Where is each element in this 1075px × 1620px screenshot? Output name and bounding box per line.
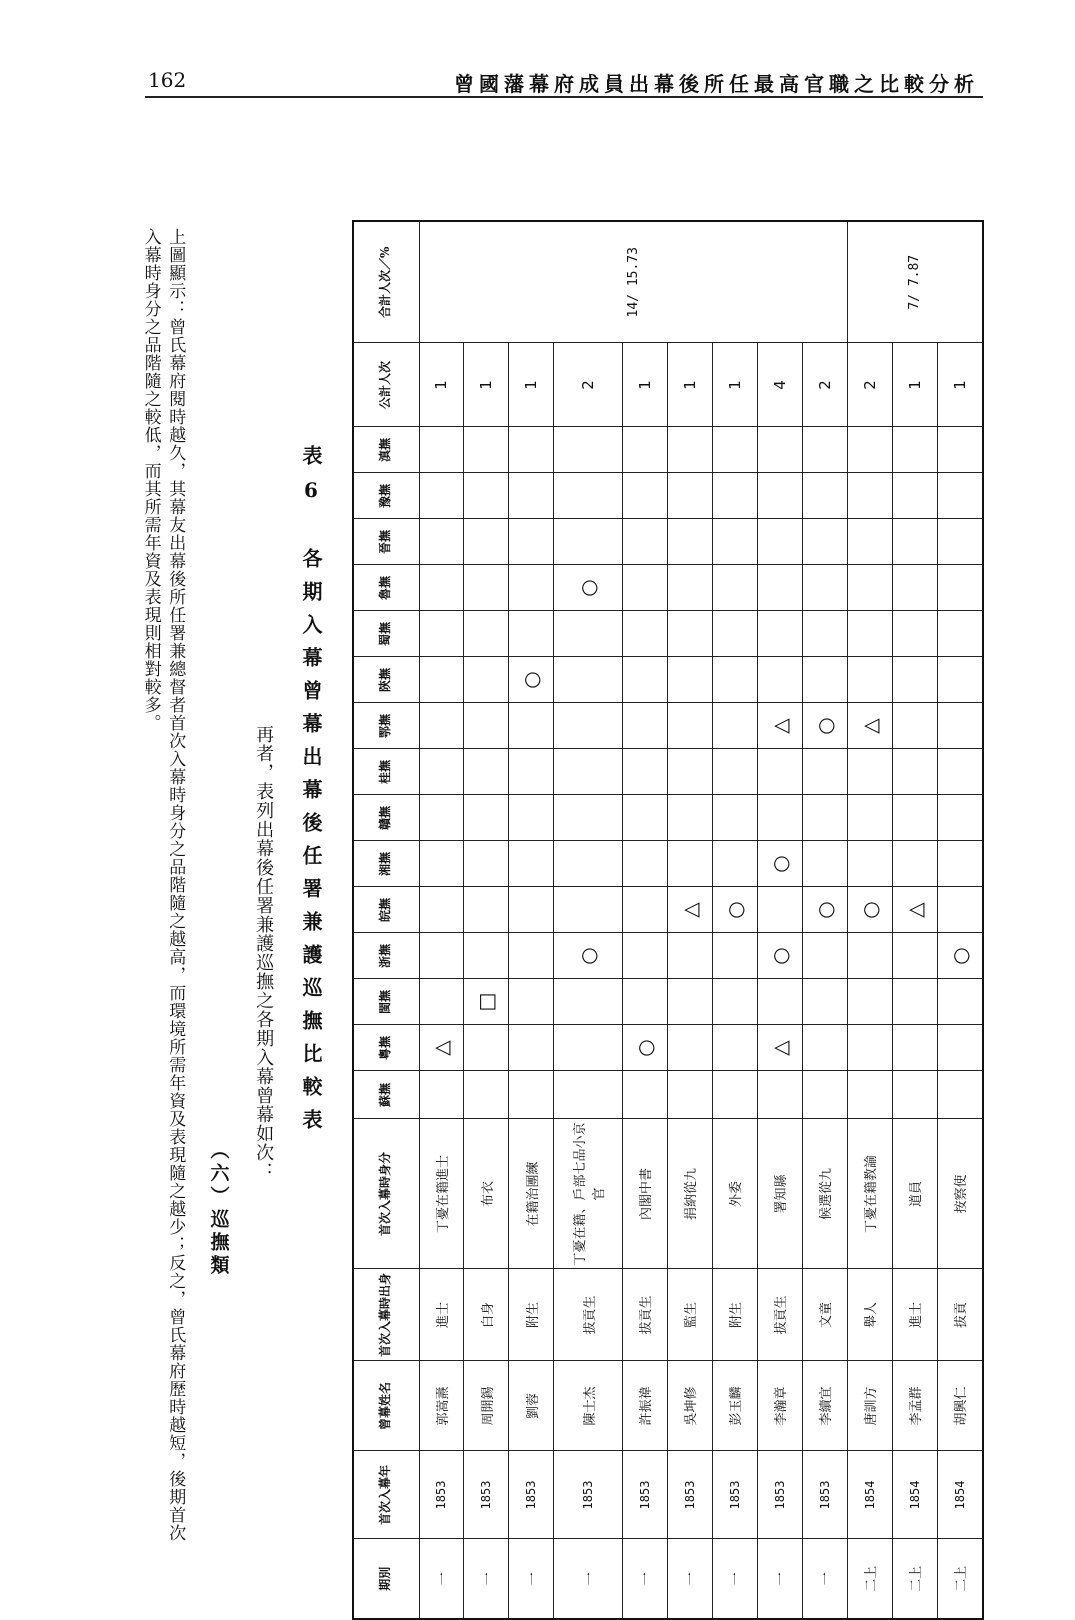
province-mark-cell bbox=[667, 519, 712, 565]
province-mark-cell bbox=[937, 795, 983, 841]
count-cell: 1 bbox=[937, 343, 983, 427]
name-cell: 郭嵩燾 bbox=[419, 1361, 464, 1451]
province-mark-cell: ○ bbox=[937, 933, 983, 979]
year-cell: 1853 bbox=[757, 1451, 802, 1539]
year-cell: 1853 bbox=[464, 1451, 509, 1539]
province-mark-cell bbox=[622, 427, 667, 473]
province-mark-cell bbox=[937, 841, 983, 887]
province-mark-cell bbox=[712, 1071, 757, 1119]
count-cell: 1 bbox=[464, 343, 509, 427]
table-header-row bbox=[353, 221, 419, 1619]
position-cell: 候選從九 bbox=[802, 1119, 847, 1269]
count-cell: 1 bbox=[419, 343, 464, 427]
province-mark-cell bbox=[937, 657, 983, 703]
province-mark-cell bbox=[712, 519, 757, 565]
province-mark-cell bbox=[892, 933, 937, 979]
province-mark-cell bbox=[712, 1025, 757, 1071]
province-mark-cell bbox=[892, 841, 937, 887]
province-mark-cell bbox=[419, 979, 464, 1025]
province-mark-cell bbox=[419, 657, 464, 703]
province-mark-cell: △ bbox=[892, 887, 937, 933]
count-cell: 4 bbox=[757, 343, 802, 427]
period-cell: 一 bbox=[622, 1539, 667, 1619]
table-row bbox=[622, 221, 667, 1619]
province-mark-cell bbox=[622, 1071, 667, 1119]
province-mark-cell bbox=[509, 565, 554, 611]
province-mark-cell bbox=[802, 933, 847, 979]
province-mark-cell: ○ bbox=[712, 887, 757, 933]
period-cell: 二上 bbox=[937, 1539, 983, 1619]
name-cell: 彭玉麟 bbox=[712, 1361, 757, 1451]
table-body bbox=[419, 221, 983, 1619]
origin-cell: 進士 bbox=[892, 1269, 937, 1361]
province-mark-cell bbox=[847, 565, 892, 611]
origin-cell: 拔貢生 bbox=[757, 1269, 802, 1361]
table-caption: 表6 各期入幕曾幕出幕後任署兼護巡撫比較表 bbox=[299, 445, 323, 1142]
province-mark-cell bbox=[847, 979, 892, 1025]
table-row bbox=[937, 221, 983, 1619]
province-mark-cell bbox=[757, 611, 802, 657]
header-province: 皖撫 bbox=[353, 887, 419, 933]
period-cell: 一 bbox=[667, 1539, 712, 1619]
province-mark-cell bbox=[892, 749, 937, 795]
period-cell: 一 bbox=[554, 1539, 622, 1619]
table-row bbox=[419, 221, 464, 1619]
province-mark-cell bbox=[419, 473, 464, 519]
origin-cell: 附生 bbox=[712, 1269, 757, 1361]
header-province: 贛撫 bbox=[353, 795, 419, 841]
province-mark-cell bbox=[667, 979, 712, 1025]
province-mark-cell bbox=[667, 657, 712, 703]
province-mark-cell bbox=[419, 1071, 464, 1119]
name-cell: 劉蓉 bbox=[509, 1361, 554, 1451]
year-cell: 1853 bbox=[622, 1451, 667, 1539]
province-mark-cell bbox=[847, 519, 892, 565]
province-mark-cell bbox=[937, 473, 983, 519]
count-cell: 2 bbox=[847, 343, 892, 427]
province-mark-cell bbox=[937, 1025, 983, 1071]
province-mark-cell: △ bbox=[757, 703, 802, 749]
province-mark-cell bbox=[419, 749, 464, 795]
header-position: 首次入幕時身分 bbox=[353, 1119, 419, 1269]
position-cell: 在籍治團練 bbox=[509, 1119, 554, 1269]
province-mark-cell bbox=[712, 841, 757, 887]
name-cell: 李瀚章 bbox=[757, 1361, 802, 1451]
province-mark-cell bbox=[937, 1071, 983, 1119]
name-cell: 吳坤修 bbox=[667, 1361, 712, 1451]
period-cell: 一 bbox=[802, 1539, 847, 1619]
header-province: 滇撫 bbox=[353, 427, 419, 473]
province-mark-cell bbox=[802, 1025, 847, 1071]
body-paragraph: 上圖顯示：曾氏幕府閱時越久，其幕友出幕後所任署兼總督者首次入幕時身分之品階隨之越高，而環境所需年資及表現隨之越少；反之，曾氏幕府歷時越短，後期首次入幕時身分之品階隨之較低，而其所需年資及表現則相對較多。 bbox=[140, 228, 186, 1542]
province-mark-cell bbox=[509, 427, 554, 473]
province-mark-cell bbox=[847, 473, 892, 519]
province-mark-cell bbox=[554, 1071, 622, 1119]
province-mark-cell bbox=[802, 979, 847, 1025]
province-mark-cell bbox=[667, 427, 712, 473]
province-mark-cell bbox=[847, 933, 892, 979]
province-mark-cell bbox=[622, 841, 667, 887]
running-title: 曾國藩幕府成員出幕後所任最高官職之比較分析 bbox=[454, 72, 979, 96]
province-mark-cell bbox=[802, 841, 847, 887]
province-mark-cell bbox=[667, 1025, 712, 1071]
province-mark-cell: ○ bbox=[622, 1025, 667, 1071]
province-mark-cell bbox=[802, 519, 847, 565]
province-mark-cell bbox=[757, 887, 802, 933]
table-row bbox=[509, 221, 554, 1619]
period-cell: 一 bbox=[464, 1539, 509, 1619]
position-cell: 外委 bbox=[712, 1119, 757, 1269]
province-mark-cell bbox=[622, 703, 667, 749]
header-province: 浙撫 bbox=[353, 933, 419, 979]
province-mark-cell: △ bbox=[419, 1025, 464, 1071]
province-mark-cell bbox=[802, 473, 847, 519]
province-mark-cell bbox=[892, 703, 937, 749]
period-cell: 一 bbox=[509, 1539, 554, 1619]
province-mark-cell bbox=[509, 473, 554, 519]
comparison-table bbox=[352, 220, 984, 1620]
province-mark-cell bbox=[937, 749, 983, 795]
province-mark-cell bbox=[419, 427, 464, 473]
province-mark-cell bbox=[847, 1071, 892, 1119]
table-row bbox=[802, 221, 847, 1619]
province-mark-cell bbox=[622, 473, 667, 519]
province-mark-cell bbox=[712, 979, 757, 1025]
header-province: 豫撫 bbox=[353, 473, 419, 519]
province-mark-cell bbox=[554, 519, 622, 565]
position-cell: 署知縣 bbox=[757, 1119, 802, 1269]
header-province: 陝撫 bbox=[353, 657, 419, 703]
province-mark-cell bbox=[509, 887, 554, 933]
group-total-cell: 14/ 15.73 bbox=[419, 221, 847, 343]
province-mark-cell bbox=[419, 565, 464, 611]
province-mark-cell bbox=[464, 795, 509, 841]
province-mark-cell bbox=[847, 841, 892, 887]
name-cell: 周開錫 bbox=[464, 1361, 509, 1451]
province-mark-cell bbox=[464, 933, 509, 979]
count-cell: 2 bbox=[554, 343, 622, 427]
province-mark-cell: ○ bbox=[847, 887, 892, 933]
province-mark-cell: ○ bbox=[554, 565, 622, 611]
province-mark-cell bbox=[622, 933, 667, 979]
header-name: 曾幕姓名 bbox=[353, 1361, 419, 1451]
intro-text: 再者，表列出幕後任署兼護巡撫之各期入幕曾幕如次： bbox=[253, 725, 275, 1181]
name-cell: 陳士杰 bbox=[554, 1361, 622, 1451]
province-mark-cell bbox=[509, 611, 554, 657]
table-row bbox=[757, 221, 802, 1619]
province-mark-cell bbox=[937, 427, 983, 473]
province-mark-cell bbox=[847, 1025, 892, 1071]
province-mark-cell bbox=[464, 427, 509, 473]
table-row bbox=[847, 221, 892, 1619]
province-mark-cell bbox=[554, 657, 622, 703]
period-cell: 二上 bbox=[847, 1539, 892, 1619]
province-mark-cell bbox=[847, 749, 892, 795]
section-heading: （六）巡撫類 bbox=[207, 1140, 230, 1278]
province-mark-cell bbox=[892, 795, 937, 841]
province-mark-cell bbox=[757, 519, 802, 565]
header-rule bbox=[145, 96, 983, 98]
province-mark-cell bbox=[464, 887, 509, 933]
province-mark-cell bbox=[757, 749, 802, 795]
province-mark-cell bbox=[554, 887, 622, 933]
province-mark-cell bbox=[509, 795, 554, 841]
header-origin: 首次入幕時出身 bbox=[353, 1269, 419, 1361]
province-mark-cell bbox=[419, 795, 464, 841]
province-mark-cell bbox=[464, 1071, 509, 1119]
province-mark-cell bbox=[937, 611, 983, 657]
origin-cell: 拔貢生 bbox=[554, 1269, 622, 1361]
province-mark-cell bbox=[757, 565, 802, 611]
province-mark-cell: ○ bbox=[757, 841, 802, 887]
province-mark-cell bbox=[554, 1025, 622, 1071]
province-mark-cell bbox=[757, 795, 802, 841]
year-cell: 1854 bbox=[937, 1451, 983, 1539]
position-cell: 布衣 bbox=[464, 1119, 509, 1269]
header-province: 湘撫 bbox=[353, 841, 419, 887]
province-mark-cell bbox=[892, 565, 937, 611]
province-mark-cell bbox=[892, 473, 937, 519]
province-mark-cell bbox=[509, 1025, 554, 1071]
table-row bbox=[892, 221, 937, 1619]
year-cell: 1853 bbox=[667, 1451, 712, 1539]
province-mark-cell bbox=[464, 611, 509, 657]
province-mark-cell bbox=[712, 795, 757, 841]
province-mark-cell: △ bbox=[847, 703, 892, 749]
province-mark-cell: □ bbox=[464, 979, 509, 1025]
header-count: 公計人次 bbox=[353, 343, 419, 427]
province-mark-cell bbox=[554, 611, 622, 657]
province-mark-cell: ○ bbox=[509, 657, 554, 703]
province-mark-cell bbox=[802, 657, 847, 703]
province-mark-cell bbox=[712, 473, 757, 519]
province-mark-cell bbox=[464, 519, 509, 565]
province-mark-cell bbox=[622, 565, 667, 611]
origin-cell: 監生 bbox=[667, 1269, 712, 1361]
province-mark-cell bbox=[667, 841, 712, 887]
province-mark-cell bbox=[509, 1071, 554, 1119]
province-mark-cell bbox=[622, 795, 667, 841]
province-mark-cell: △ bbox=[667, 887, 712, 933]
position-cell: 按察使 bbox=[937, 1119, 983, 1269]
province-mark-cell bbox=[464, 841, 509, 887]
province-mark-cell bbox=[847, 657, 892, 703]
province-mark-cell bbox=[622, 979, 667, 1025]
province-mark-cell bbox=[509, 703, 554, 749]
province-mark-cell bbox=[892, 1071, 937, 1119]
origin-cell: 白身 bbox=[464, 1269, 509, 1361]
position-cell: 丁憂在籍進士 bbox=[419, 1119, 464, 1269]
province-mark-cell bbox=[622, 519, 667, 565]
province-mark-cell bbox=[622, 611, 667, 657]
group-total-cell: 7/ 7.87 bbox=[847, 221, 983, 343]
origin-cell: 進士 bbox=[419, 1269, 464, 1361]
period-cell: 一 bbox=[757, 1539, 802, 1619]
year-cell: 1853 bbox=[554, 1451, 622, 1539]
province-mark-cell bbox=[712, 703, 757, 749]
province-mark-cell bbox=[802, 749, 847, 795]
origin-cell: 舉人 bbox=[847, 1269, 892, 1361]
header-province: 蘇撫 bbox=[353, 1071, 419, 1119]
province-mark-cell bbox=[712, 933, 757, 979]
province-mark-cell bbox=[622, 749, 667, 795]
province-mark-cell bbox=[847, 427, 892, 473]
origin-cell: 附生 bbox=[509, 1269, 554, 1361]
province-mark-cell: △ bbox=[757, 1025, 802, 1071]
province-mark-cell bbox=[892, 979, 937, 1025]
province-mark-cell bbox=[419, 887, 464, 933]
header-period: 期別 bbox=[353, 1539, 419, 1619]
province-mark-cell bbox=[802, 427, 847, 473]
page-number: 162 bbox=[148, 68, 187, 92]
province-mark-cell bbox=[892, 519, 937, 565]
province-mark-cell bbox=[937, 979, 983, 1025]
comparison-table-container bbox=[352, 240, 984, 1620]
year-cell: 1853 bbox=[419, 1451, 464, 1539]
table-row bbox=[554, 221, 622, 1619]
province-mark-cell bbox=[757, 473, 802, 519]
name-cell: 許振禕 bbox=[622, 1361, 667, 1451]
province-mark-cell bbox=[937, 565, 983, 611]
table-row bbox=[712, 221, 757, 1619]
province-mark-cell bbox=[464, 703, 509, 749]
province-mark-cell bbox=[419, 519, 464, 565]
province-mark-cell bbox=[464, 657, 509, 703]
province-mark-cell bbox=[419, 611, 464, 657]
province-mark-cell bbox=[509, 933, 554, 979]
province-mark-cell bbox=[712, 749, 757, 795]
province-mark-cell bbox=[464, 749, 509, 795]
province-mark-cell bbox=[892, 611, 937, 657]
header-province: 魯撫 bbox=[353, 565, 419, 611]
province-mark-cell bbox=[802, 565, 847, 611]
province-mark-cell bbox=[509, 841, 554, 887]
province-mark-cell bbox=[554, 795, 622, 841]
count-cell: 2 bbox=[802, 343, 847, 427]
province-mark-cell bbox=[509, 749, 554, 795]
province-mark-cell bbox=[667, 473, 712, 519]
province-mark-cell bbox=[757, 1071, 802, 1119]
origin-cell: 拔貢生 bbox=[622, 1269, 667, 1361]
province-mark-cell bbox=[757, 979, 802, 1025]
province-mark-cell bbox=[554, 979, 622, 1025]
province-mark-cell bbox=[712, 427, 757, 473]
table-row bbox=[667, 221, 712, 1619]
origin-cell: 拔貢 bbox=[937, 1269, 983, 1361]
province-mark-cell bbox=[554, 473, 622, 519]
position-cell: 道員 bbox=[892, 1119, 937, 1269]
count-cell: 1 bbox=[712, 343, 757, 427]
header-province: 閩撫 bbox=[353, 979, 419, 1025]
province-mark-cell bbox=[667, 749, 712, 795]
province-mark-cell bbox=[419, 841, 464, 887]
header-province: 桂撫 bbox=[353, 749, 419, 795]
province-mark-cell bbox=[712, 611, 757, 657]
name-cell: 李續宜 bbox=[802, 1361, 847, 1451]
count-cell: 1 bbox=[509, 343, 554, 427]
province-mark-cell bbox=[757, 657, 802, 703]
province-mark-cell bbox=[712, 565, 757, 611]
province-mark-cell bbox=[802, 795, 847, 841]
province-mark-cell bbox=[802, 611, 847, 657]
province-mark-cell bbox=[554, 749, 622, 795]
province-mark-cell bbox=[622, 657, 667, 703]
province-mark-cell bbox=[464, 473, 509, 519]
province-mark-cell bbox=[712, 657, 757, 703]
province-mark-cell bbox=[554, 703, 622, 749]
province-mark-cell: ○ bbox=[554, 933, 622, 979]
header-province: 鄂撫 bbox=[353, 703, 419, 749]
position-cell: 丁憂在籍、戶部七品小京官 bbox=[554, 1119, 622, 1269]
header-province: 粵撫 bbox=[353, 1025, 419, 1071]
province-mark-cell bbox=[419, 703, 464, 749]
province-mark-cell bbox=[667, 933, 712, 979]
province-mark-cell bbox=[464, 565, 509, 611]
province-mark-cell bbox=[937, 519, 983, 565]
province-mark-cell bbox=[667, 565, 712, 611]
province-mark-cell bbox=[464, 1025, 509, 1071]
province-mark-cell: ○ bbox=[757, 933, 802, 979]
table-row bbox=[464, 221, 509, 1619]
province-mark-cell bbox=[554, 427, 622, 473]
province-mark-cell bbox=[509, 519, 554, 565]
period-cell: 一 bbox=[419, 1539, 464, 1619]
position-cell: 丁憂在籍教諭 bbox=[847, 1119, 892, 1269]
province-mark-cell bbox=[622, 887, 667, 933]
province-mark-cell: ○ bbox=[802, 887, 847, 933]
header-year: 首次入幕年 bbox=[353, 1451, 419, 1539]
province-mark-cell: ○ bbox=[802, 703, 847, 749]
province-mark-cell bbox=[509, 979, 554, 1025]
header-province: 蜀撫 bbox=[353, 611, 419, 657]
name-cell: 李孟群 bbox=[892, 1361, 937, 1451]
position-cell: 捐納從九 bbox=[667, 1119, 712, 1269]
province-mark-cell bbox=[847, 611, 892, 657]
province-mark-cell bbox=[667, 795, 712, 841]
origin-cell: 文童 bbox=[802, 1269, 847, 1361]
year-cell: 1853 bbox=[802, 1451, 847, 1539]
province-mark-cell bbox=[554, 841, 622, 887]
province-mark-cell bbox=[937, 703, 983, 749]
header-province: 晉撫 bbox=[353, 519, 419, 565]
province-mark-cell bbox=[419, 933, 464, 979]
count-cell: 1 bbox=[667, 343, 712, 427]
province-mark-cell bbox=[892, 657, 937, 703]
header-total: 合計人次／% bbox=[353, 221, 419, 343]
year-cell: 1853 bbox=[509, 1451, 554, 1539]
year-cell: 1854 bbox=[847, 1451, 892, 1539]
period-cell: 一 bbox=[712, 1539, 757, 1619]
year-cell: 1854 bbox=[892, 1451, 937, 1539]
province-mark-cell bbox=[847, 795, 892, 841]
count-cell: 1 bbox=[892, 343, 937, 427]
name-cell: 胡興仁 bbox=[937, 1361, 983, 1451]
position-cell: 內閣中書 bbox=[622, 1119, 667, 1269]
count-cell: 1 bbox=[622, 343, 667, 427]
year-cell: 1853 bbox=[712, 1451, 757, 1539]
province-mark-cell bbox=[667, 1071, 712, 1119]
province-mark-cell bbox=[937, 887, 983, 933]
province-mark-cell bbox=[802, 1071, 847, 1119]
name-cell: 唐訓方 bbox=[847, 1361, 892, 1451]
province-mark-cell bbox=[757, 427, 802, 473]
province-mark-cell bbox=[892, 427, 937, 473]
province-mark-cell bbox=[667, 703, 712, 749]
period-cell: 二上 bbox=[892, 1539, 937, 1619]
province-mark-cell bbox=[667, 611, 712, 657]
province-mark-cell bbox=[892, 1025, 937, 1071]
